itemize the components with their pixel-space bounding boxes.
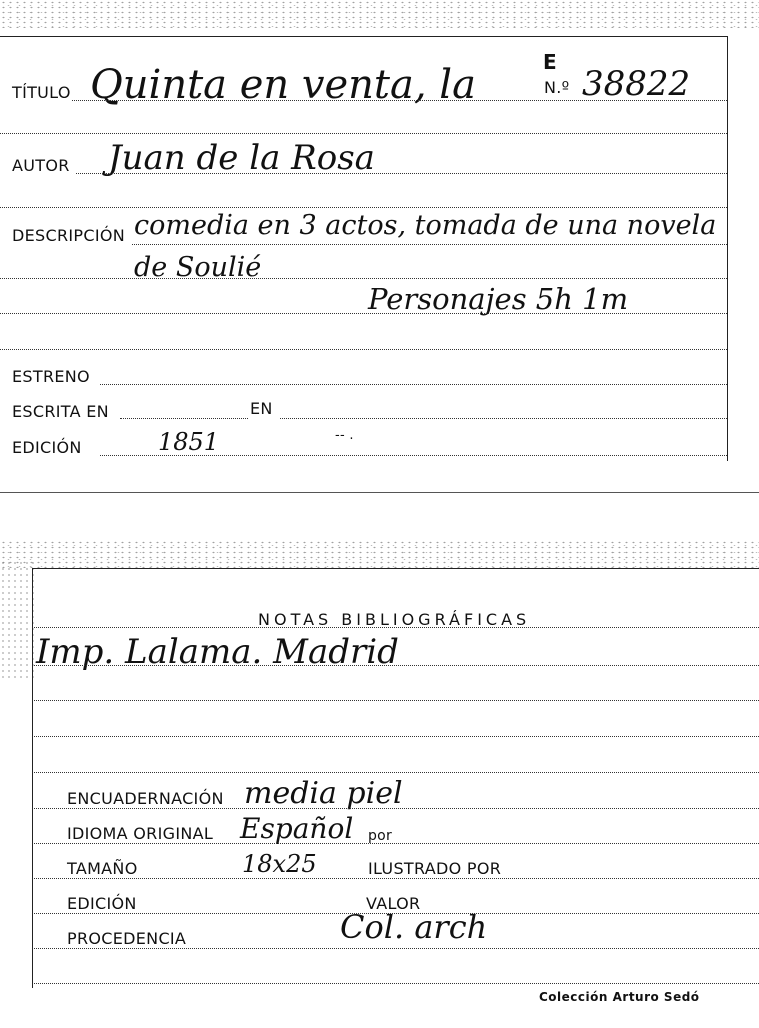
edicion-back-label: EDICIÓN: [67, 894, 137, 913]
numero-label: N.º: [544, 78, 570, 97]
titulo-line: [72, 100, 727, 101]
collection-footer: Colección Arturo Sedó: [539, 990, 700, 1004]
card-top-border: [32, 568, 759, 569]
en-label: EN: [250, 399, 273, 418]
card-top-border: [0, 36, 728, 37]
rule-line: [34, 808, 759, 809]
tamano-label: TAMAÑO: [67, 859, 138, 878]
card-left-border: [32, 568, 33, 988]
descripcion-label: DESCRIPCIÓN: [12, 226, 125, 245]
catalog-card-back: [0, 540, 759, 1028]
edicion-label: EDICIÓN: [12, 438, 82, 457]
tamano-value: 18x25: [242, 850, 317, 878]
scan-noise-top: [0, 540, 759, 568]
notas-heading: NOTAS BIBLIOGRÁFICAS: [258, 610, 531, 629]
rule-line: [34, 843, 759, 844]
rule-line: [34, 700, 759, 701]
valor-label: VALOR: [366, 894, 421, 913]
rule-line: [0, 349, 727, 350]
catalog-card-front: [0, 0, 759, 495]
card-bottom-edge: [0, 492, 759, 493]
notas-value: Imp. Lalama. Madrid: [36, 632, 399, 672]
scan-noise-left: [0, 560, 34, 680]
descripcion-line1: comedia en 3 actos, tomada de una novela: [134, 210, 717, 241]
autor-line: [76, 173, 727, 174]
rule-line: [0, 133, 727, 134]
en-line: [280, 418, 727, 419]
idioma-label: IDIOMA ORIGINAL: [67, 824, 214, 843]
personajes-note: Personajes 5h 1m: [368, 282, 629, 316]
estreno-line: [100, 384, 727, 385]
descripcion-line: [132, 244, 727, 245]
estreno-label: ESTRENO: [12, 367, 90, 386]
scan-noise-top: [0, 0, 759, 28]
edicion-value: 1851: [158, 428, 220, 456]
edicion-mark: -- .: [335, 428, 354, 443]
rule-line: [0, 278, 727, 279]
rule-line: [34, 983, 759, 984]
descripcion-line2: de Soulié: [134, 252, 262, 283]
rule-line: [0, 207, 727, 208]
titulo-value: Quinta en venta, la: [90, 62, 476, 108]
procedencia-label: PROCEDENCIA: [67, 929, 187, 948]
rule-line: [34, 772, 759, 773]
edicion-line: [100, 455, 727, 456]
encuadernacion-label: ENCUADERNACIÓN: [67, 789, 224, 808]
rule-line: [0, 313, 727, 314]
heading-line: [34, 627, 759, 628]
idioma-value: Español: [240, 812, 354, 845]
autor-label: AUTOR: [12, 156, 70, 175]
rule-line: [34, 948, 759, 949]
rule-line: [34, 878, 759, 879]
ilustrado-label: ILUSTRADO POR: [368, 859, 502, 878]
numero-value: 38822: [582, 64, 691, 104]
escrita-line: [120, 418, 248, 419]
rule-line: [34, 665, 759, 666]
procedencia-value: Col. arch: [340, 908, 488, 946]
encuadernacion-value: media piel: [244, 776, 403, 811]
numero-prefix: E: [543, 50, 557, 74]
titulo-label: TÍTULO: [12, 83, 71, 102]
autor-value: Juan de la Rosa: [108, 138, 375, 178]
escrita-label: ESCRITA EN: [12, 402, 109, 421]
rule-line: [34, 736, 759, 737]
card-right-border: [727, 36, 728, 461]
por-label: por: [368, 828, 393, 844]
